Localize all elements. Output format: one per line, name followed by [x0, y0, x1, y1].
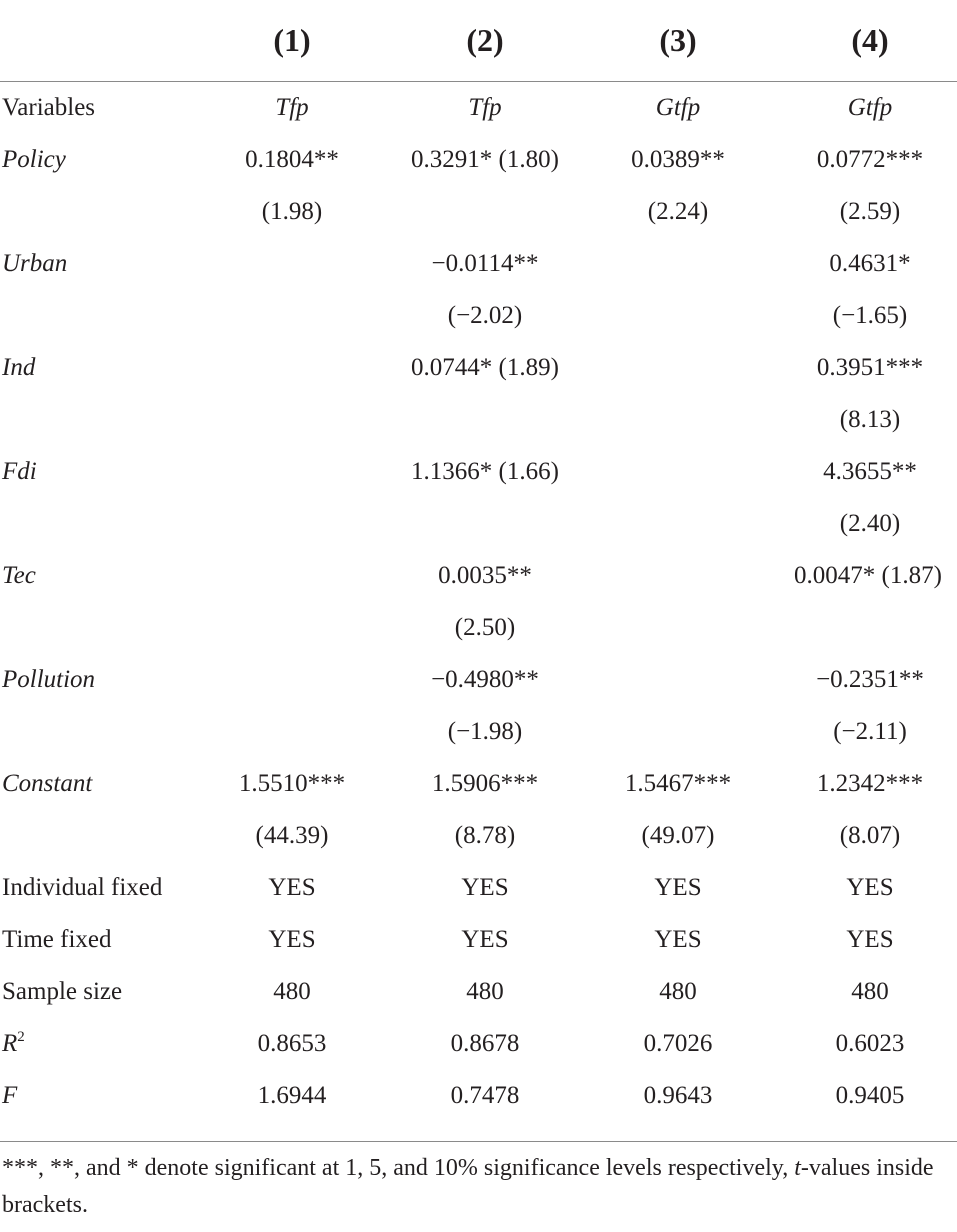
coefficient: 1.5906*** [431, 770, 539, 797]
row-label: Urban [2, 250, 68, 277]
coefficient: −0.0114** [431, 250, 539, 277]
t-value: (2.59) [839, 198, 901, 225]
table-cell: 1.6944 [257, 1082, 327, 1109]
table-header [0, 0, 957, 82]
row-label: Time fixed [2, 926, 112, 953]
table-row-time-fixed [0, 914, 957, 966]
footnote-text: ***, **, and * denote significant at 1, 5, and 10% significance levels respectively, [2, 1155, 795, 1181]
coefficient: −0.2351** [816, 666, 924, 693]
t-value: (−1.98) [447, 718, 523, 745]
dependent-var-2: Tfp [468, 94, 502, 121]
table-row-ind [0, 342, 957, 394]
table-row-tec [0, 550, 957, 602]
column-header-3: (3) [659, 22, 697, 58]
table-cell: YES [846, 926, 894, 953]
t-value: (−2.11) [833, 718, 907, 745]
table-row-fdi-tvalues [0, 498, 957, 550]
coefficient: 1.5467*** [624, 770, 732, 797]
table-row-ind-tvalues [0, 394, 957, 446]
table-cell: 0.9405 [835, 1082, 905, 1109]
table-row-fdi [0, 446, 957, 498]
coefficient: 0.0744* (1.89) [411, 354, 559, 381]
dependent-var-4: Gtfp [847, 94, 893, 121]
table-cell: 0.9643 [643, 1082, 713, 1109]
table-cell: 480 [851, 978, 889, 1005]
table-row-pollution [0, 654, 957, 706]
table-cell: 480 [659, 978, 697, 1005]
column-header-1: (1) [273, 22, 311, 58]
table-cell: 480 [273, 978, 311, 1005]
row-label: Tec [2, 562, 36, 589]
row-label: Ind [2, 354, 36, 381]
table-cell: YES [268, 874, 316, 901]
t-value: (8.07) [839, 822, 901, 849]
coefficient: 0.3951*** [816, 354, 924, 381]
row-label: Sample size [2, 978, 123, 1005]
table-row-urban [0, 238, 957, 290]
coefficient: 0.4631* [829, 250, 911, 277]
table-cell: YES [654, 874, 702, 901]
dependent-var-1: Tfp [275, 94, 309, 121]
t-value: (2.40) [839, 510, 901, 537]
row-label [2, 1018, 25, 1070]
row-label: Constant [2, 770, 93, 797]
t-value: (2.50) [454, 614, 516, 641]
row-label: Policy [2, 146, 66, 173]
coefficient: 1.2342*** [816, 770, 924, 797]
coefficient: 1.1366* (1.66) [411, 458, 559, 485]
t-value: (2.24) [647, 198, 709, 225]
coefficient: 0.0389** [631, 146, 725, 173]
table-cell: 0.7478 [450, 1082, 520, 1109]
t-value: (−2.02) [447, 302, 523, 329]
table-cell: YES [846, 874, 894, 901]
bottom-rule [0, 1141, 957, 1142]
t-value: (1.98) [261, 198, 323, 225]
table-cell: 0.6023 [835, 1030, 905, 1057]
table-row-constant-tvalues [0, 810, 957, 862]
coefficient: 0.0035** [438, 562, 532, 589]
table-row-individual-fixed [0, 862, 957, 914]
table-row-sample-size [0, 966, 957, 1018]
t-value: (8.13) [839, 406, 901, 433]
footnote-t-symbol: t [794, 1155, 801, 1181]
row-label: Individual fixed [2, 874, 163, 901]
t-value: (49.07) [641, 822, 715, 849]
table-cell: YES [461, 926, 509, 953]
t-value: (8.78) [454, 822, 516, 849]
table-row-constant [0, 758, 957, 810]
row-label: Fdi [2, 458, 37, 485]
column-header-4: (4) [851, 22, 889, 58]
table-cell: 0.8653 [257, 1030, 327, 1057]
table-footnote [2, 1150, 957, 1224]
row-label: F [2, 1082, 18, 1109]
dependent-var-3: Gtfp [655, 94, 701, 121]
r-symbol: R [2, 1030, 18, 1057]
table-cell: 480 [466, 978, 504, 1005]
t-value: (−1.65) [832, 302, 908, 329]
table-cell: YES [268, 926, 316, 953]
table-row-policy [0, 134, 957, 186]
table-row-pollution-tvalues [0, 706, 957, 758]
column-header-2: (2) [466, 22, 504, 58]
coefficient: 0.3291* (1.80) [411, 146, 559, 173]
coefficient: 0.1804** [245, 146, 339, 173]
coefficient: −0.4980** [431, 666, 539, 693]
coefficient: 4.3655** [823, 458, 917, 485]
row-label: Pollution [2, 666, 96, 693]
row-label: Variables [2, 94, 96, 121]
table-row-urban-tvalues [0, 290, 957, 342]
footnote-text-end: -values inside brackets. [2, 1155, 934, 1218]
table-row-r-squared [0, 1018, 957, 1070]
coefficient: 1.5510*** [238, 770, 346, 797]
table-row-tec-tvalues [0, 602, 957, 654]
table-cell: YES [461, 874, 509, 901]
table-cell: 0.8678 [450, 1030, 520, 1057]
t-value: (44.39) [255, 822, 329, 849]
table-row-f-statistic [0, 1070, 957, 1122]
table-cell: YES [654, 926, 702, 953]
coefficient: 0.0772*** [816, 146, 924, 173]
table-row-variables [0, 82, 957, 134]
superscript: 2 [17, 1029, 25, 1045]
coefficient: 0.0047* (1.87) [794, 562, 942, 589]
table-row-policy-tvalues [0, 186, 957, 238]
table-cell: 0.7026 [643, 1030, 713, 1057]
